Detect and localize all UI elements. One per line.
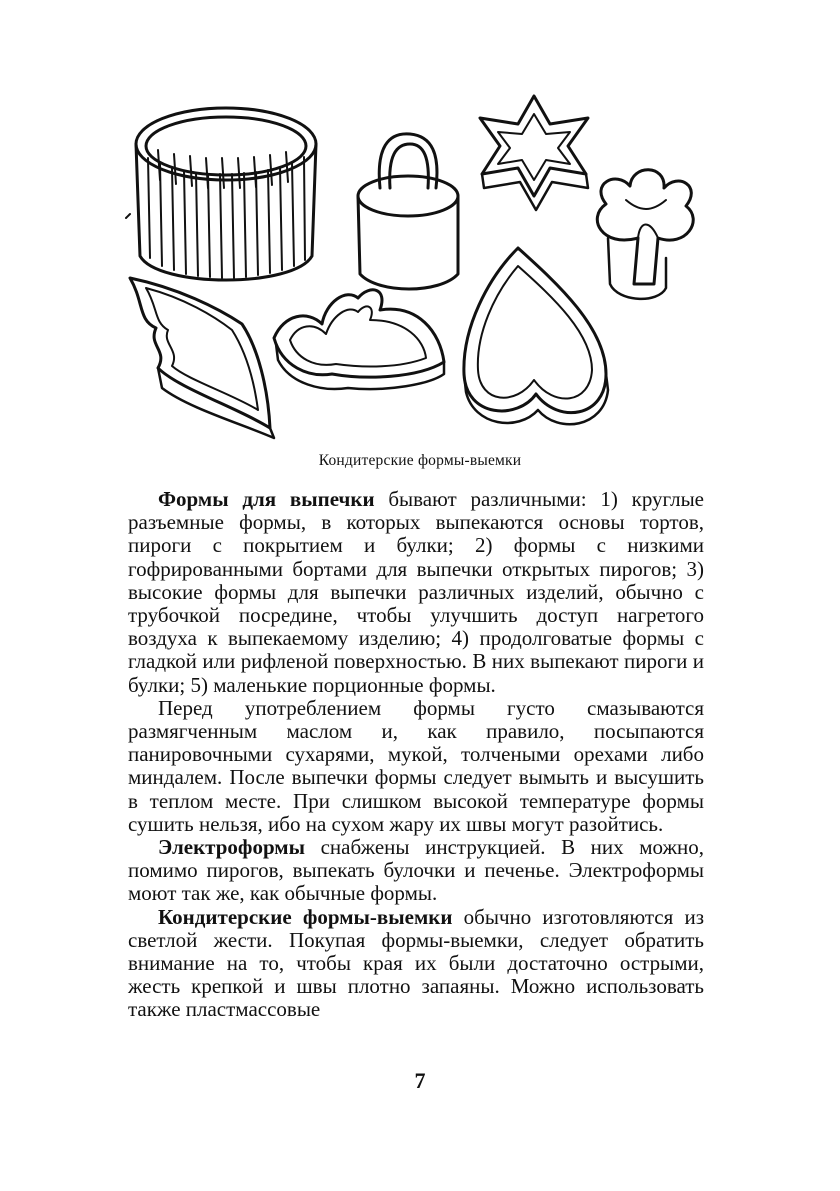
paragraph-cookie-cutters — [128, 906, 704, 1022]
trefoil-mold-icon — [597, 170, 693, 299]
cookie-cutters-illustration — [118, 88, 718, 448]
article-body — [128, 488, 704, 1022]
paragraph-text: обычно изготовляются из светлой жести. Покупая формы-выемки, следует обратить внимание на то, чтобы края их были достаточно острыми, жесть крепкой и швы плотно запаяны. Можно использовать также пластмассовые — [128, 904, 704, 1022]
page-number: 7 — [414, 1068, 426, 1093]
paragraph-text: бывают различными: 1) круглые разъемные формы, в которых выпекаются основы тортов, пироги с покрытием и булки; 2) формы с низкими гофрированными бортами для выпечки открытых пирогов; 3) высокие формы для выпечки различных изделий, обычно с трубочкой посредине, чтобы улучшить доступ нагретого воздуха к выпекаемому изделию; 4) продолговатые формы с гладкой или рифленой поверхностью. В них выпекают пироги и булки; 5) маленькие порционные формы. — [128, 487, 704, 697]
paragraph-text: снабжены инструкцией. В них можно, помимо пирогов, выпекать булочки и печенье. Электроформы моют так же, как обычные формы. — [128, 835, 704, 906]
paragraph-greasing — [128, 697, 704, 836]
paragraph-electric-molds — [128, 836, 704, 906]
term-baking-molds: Формы для выпечки — [158, 487, 375, 511]
star-mold-icon — [480, 96, 588, 210]
round-fluted-mold-icon — [136, 108, 316, 280]
rabbit-mold-icon — [274, 290, 444, 389]
paragraph-baking-molds — [128, 488, 704, 697]
heart-mold-icon — [464, 248, 608, 424]
term-electric-molds: Электроформы — [158, 835, 306, 860]
basket-mold-icon — [358, 134, 458, 289]
figure-caption: Кондитерские формы-выемки — [318, 452, 522, 469]
leaf-mold-icon — [130, 278, 274, 438]
term-cookie-cutters: Кондитерские формы-выемки — [158, 904, 453, 929]
paragraph-text: Перед употреблением формы густо смазываются размягченным маслом и, как правило, посыпаются панировочными сухарями, мукой, толчеными орехами либо миндалем. После выпечки формы следует вымыть и высушить в теплом месте. При слишком высокой температуре формы сушить нельзя, ибо на сухом жару их швы могут разойтись. — [128, 695, 704, 836]
